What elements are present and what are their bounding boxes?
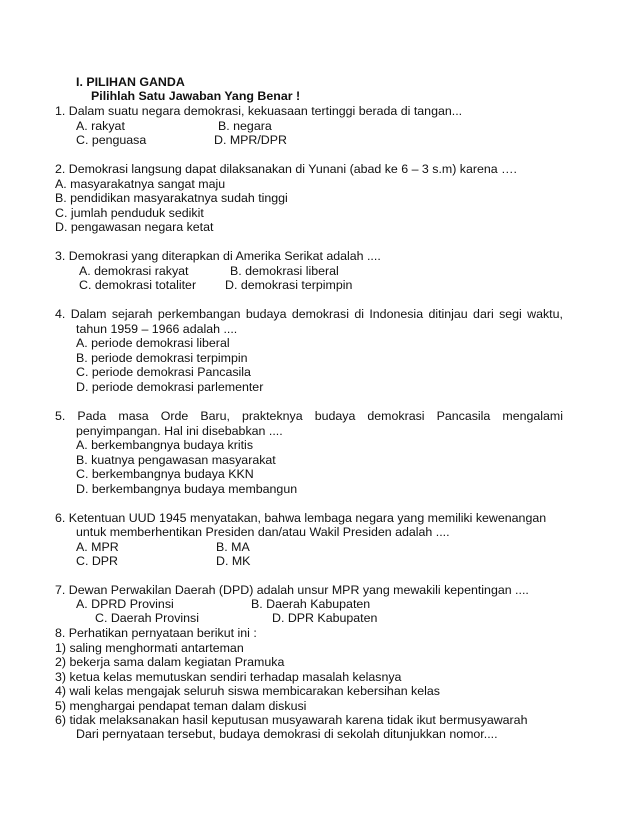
question-4-word: di: [354, 307, 364, 321]
question-6-option-d: D. MK: [216, 554, 251, 568]
question-5-word: 5.: [55, 409, 66, 423]
question-5-word: Pada: [77, 409, 107, 423]
question-5-text-line-2: penyimpangan. Hal ini disebabkan ....: [76, 424, 283, 438]
question-1-option-c: C. penguasa: [76, 133, 147, 147]
question-4-word: sejarah: [111, 307, 153, 321]
instruction-text: Pilihlah Satu Jawaban Yang Benar !: [91, 89, 301, 103]
question-5-word: Baru,: [200, 409, 230, 423]
question-5-word: Orde: [160, 409, 189, 423]
question-5-text: [55, 409, 563, 423]
question-1-text: 1. Dalam suatu negara demokrasi, kekuasaan tertinggi berada di tangan...: [55, 104, 463, 118]
question-3-option-a: A. demokrasi rakyat: [79, 264, 189, 278]
question-4-word: budaya: [245, 307, 287, 321]
question-4-option-b: B. periode demokrasi terpimpin: [76, 351, 248, 365]
question-4-text: [55, 307, 563, 321]
question-5-word: budaya: [314, 409, 356, 423]
question-4-text-line-2: tahun 1959 – 1966 adalah ....: [76, 322, 238, 336]
question-2-option-b: B. pendidikan masyarakatnya sudah tinggi: [55, 191, 288, 205]
question-5-word: mengalami: [502, 409, 563, 423]
question-4-word: 4.: [55, 307, 66, 321]
question-7-option-a: A. DPRD Provinsi: [76, 597, 174, 611]
statement-item: 6) tidak melaksanakan hasil keputusan musyawarah karena tidak ikut bermusyawarah: [55, 713, 528, 727]
question-4-word: Indonesia: [369, 307, 424, 321]
question-2-option-c: C. jumlah penduduk sedikit: [55, 206, 204, 220]
question-5-option-d: D. berkembangnya budaya membangun: [76, 482, 298, 496]
question-2-option-a: A. masyarakatnya sangat maju: [55, 177, 226, 191]
statement-item: 1) saling menghormati antarteman: [55, 641, 244, 655]
question-3-option-b: B. demokrasi liberal: [230, 264, 339, 278]
question-2-text: 2. Demokrasi langsung dapat dilaksanakan di Yunani (abad ke 6 – 3 s.m) karena ….: [55, 162, 517, 176]
question-1-option-b: B. negara: [218, 119, 272, 133]
question-5-option-b: B. kuatnya pengawasan masyarakat: [76, 453, 276, 467]
question-4-option-c: C. periode demokrasi Pancasila: [76, 365, 251, 379]
question-5-word: Pancasila: [436, 409, 491, 423]
statement-item: 3) ketua kelas memutuskan sendiri terhadap masalah kelasnya: [55, 670, 402, 684]
question-4-word: perkembangan: [157, 307, 241, 321]
question-4-word: demokrasi: [291, 307, 349, 321]
question-7-option-d: D. DPR Kabupaten: [272, 611, 378, 625]
question-4-word: Dalam: [70, 307, 107, 321]
question-4-option-d: D. periode demokrasi parlementer: [76, 380, 264, 394]
question-8-closing: Dari pernyataan tersebut, budaya demokrasi di sekolah ditunjukkan nomor....: [76, 727, 498, 741]
question-4-word: ditinjau: [428, 307, 468, 321]
question-5-option-a: A. berkembangnya budaya kritis: [76, 438, 254, 452]
section-title: I. PILIHAN GANDA: [76, 75, 185, 89]
question-4-word: waktu,: [527, 307, 563, 321]
statement-item: 5) menghargai pendapat teman dalam diskusi: [55, 699, 307, 713]
question-3-text: 3. Demokrasi yang diterapkan di Amerika Serikat adalah ....: [55, 249, 381, 263]
question-6-option-a: A. MPR: [76, 540, 119, 554]
statement-item: 2) bekerja sama dalam kegiatan Pramuka: [55, 655, 285, 669]
question-1-option-d: D. MPR/DPR: [214, 133, 287, 147]
question-3-option-d: D. demokrasi terpimpin: [225, 278, 353, 292]
question-5-word: prakteknya: [242, 409, 303, 423]
question-6-text: 6. Ketentuan UUD 1945 menyatakan, bahwa lembaga negara yang memiliki kewenangan: [55, 511, 547, 525]
question-1-option-a: A. rakyat: [76, 119, 125, 133]
question-7-text: 7. Dewan Perwakilan Daerah (DPD) adalah unsur MPR yang mewakili kepentingan ....: [55, 583, 529, 597]
question-4-word: segi: [499, 307, 522, 321]
question-6-text-line-2: untuk memberhentikan Presiden dan/atau Wakil Presiden adalah ....: [76, 525, 450, 539]
question-4-word: dari: [473, 307, 494, 321]
question-5-option-c: C. berkembangnya budaya KKN: [76, 467, 254, 481]
question-7-option-b: B. Daerah Kabupaten: [251, 597, 371, 611]
question-6-option-c: C. DPR: [76, 554, 118, 568]
question-6-option-b: B. MA: [216, 540, 250, 554]
question-2-option-d: D. pengawasan negara ketat: [55, 220, 214, 234]
question-5-word: masa: [118, 409, 149, 423]
statement-item: 4) wali kelas mengajak seluruh siswa membicarakan kebersihan kelas: [55, 684, 440, 698]
question-4-option-a: A. periode demokrasi liberal: [76, 336, 230, 350]
question-3-option-c: C. demokrasi totaliter: [79, 278, 197, 292]
question-7-option-c: C. Daerah Provinsi: [95, 611, 199, 625]
question-8-text: 8. Perhatikan pernyataan berikut ini :: [55, 626, 257, 640]
question-5-word: demokrasi: [367, 409, 425, 423]
